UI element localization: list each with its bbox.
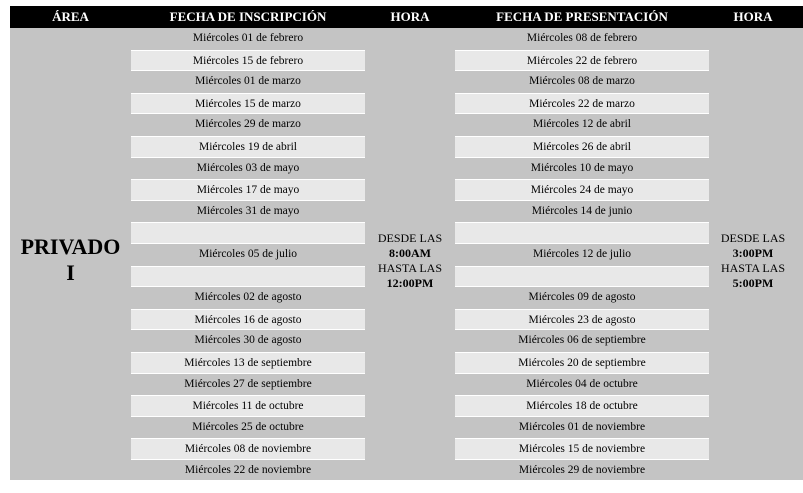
- date-row: Miércoles 08 de febrero: [526, 32, 638, 44]
- date-row: Miércoles 22 de febrero: [455, 50, 709, 72]
- date-row: Miércoles 06 de septiembre: [518, 334, 646, 347]
- date-row: Miércoles 01 de febrero: [192, 32, 304, 44]
- date-row: Miércoles 23 de agosto: [455, 309, 709, 331]
- presentacion-column: [455, 28, 709, 480]
- date-row: Miércoles 14 de junio: [531, 204, 633, 217]
- date-row: Miércoles 08 de marzo: [529, 75, 635, 88]
- date-row: Miércoles 29 de noviembre: [518, 463, 646, 476]
- hora-presentacion: [709, 231, 797, 291]
- area-label: [10, 234, 131, 286]
- table-body: [10, 28, 803, 480]
- hora-inscripcion: [365, 231, 455, 291]
- date-row-blank: [131, 266, 365, 288]
- date-row: Miércoles 01 de marzo: [195, 75, 301, 88]
- date-row: Miércoles 22 de marzo: [455, 93, 709, 115]
- hora-inscripcion-inicio: 8:00AM: [389, 246, 431, 260]
- date-row: Miércoles 11 de octubre: [131, 395, 365, 417]
- header-hora-presentacion: HORA: [733, 9, 773, 24]
- hora-presentacion-fin: 5:00PM: [732, 276, 774, 290]
- date-row: Miércoles 03 de mayo: [196, 161, 300, 174]
- date-row: Miércoles 27 de septiembre: [184, 377, 312, 390]
- date-row: Miércoles 08 de noviembre: [131, 438, 365, 460]
- area-line-2: I: [66, 260, 75, 285]
- date-row: Miércoles 31 de mayo: [196, 204, 300, 217]
- hora-presentacion-inicio: 3:00PM: [732, 246, 774, 260]
- hora-inscripcion-fin: 12:00PM: [386, 276, 434, 290]
- hora-inscripcion-hasta: HASTA LAS: [377, 261, 443, 275]
- date-row: Miércoles 20 de septiembre: [455, 352, 709, 374]
- date-row: Miércoles 18 de octubre: [455, 395, 709, 417]
- date-row: Miércoles 12 de abril: [532, 118, 632, 131]
- date-row: Miércoles 02 de agosto: [194, 291, 302, 304]
- header-fecha-inscripcion: FECHA DE INSCRIPCIÓN: [169, 9, 327, 24]
- date-row: Miércoles 09 de agosto: [528, 291, 636, 304]
- date-row: Miércoles 15 de noviembre: [455, 438, 709, 460]
- date-row: Miércoles 15 de marzo: [131, 93, 365, 115]
- header-fecha-presentacion: FECHA DE PRESENTACIÓN: [496, 9, 668, 24]
- hora-inscripcion-desde: DESDE LAS: [377, 231, 443, 245]
- date-row: Miércoles 29 de marzo: [195, 118, 301, 131]
- date-row-blank: [455, 266, 709, 288]
- table-header: [10, 6, 803, 28]
- inscripcion-column: [131, 28, 365, 480]
- area-line-1: PRIVADO: [20, 234, 121, 259]
- date-row: Miércoles 24 de mayo: [455, 179, 709, 201]
- date-row: Miércoles 05 de julio: [198, 247, 298, 260]
- date-row-blank: [455, 222, 709, 244]
- date-row: Miércoles 17 de mayo: [131, 179, 365, 201]
- date-row: Miércoles 19 de abril: [131, 136, 365, 158]
- date-row: Miércoles 25 de octubre: [192, 420, 304, 433]
- date-row: Miércoles 26 de abril: [455, 136, 709, 158]
- date-row: Miércoles 01 de noviembre: [518, 420, 646, 433]
- date-row-blank: [131, 222, 365, 244]
- date-row: Miércoles 12 de julio: [532, 247, 632, 260]
- hora-presentacion-hasta: HASTA LAS: [720, 261, 786, 275]
- date-row: Miércoles 13 de septiembre: [131, 352, 365, 374]
- date-row: Miércoles 22 de noviembre: [184, 463, 312, 476]
- header-area: ÁREA: [52, 9, 89, 24]
- date-row: Miércoles 10 de mayo: [530, 161, 634, 174]
- date-row: Miércoles 16 de agosto: [131, 309, 365, 331]
- date-row: Miércoles 04 de octubre: [526, 377, 638, 390]
- hora-presentacion-desde: DESDE LAS: [720, 231, 786, 245]
- header-hora-inscripcion: HORA: [390, 9, 430, 24]
- date-row: Miércoles 15 de febrero: [131, 50, 365, 72]
- date-row: Miércoles 30 de agosto: [194, 334, 302, 347]
